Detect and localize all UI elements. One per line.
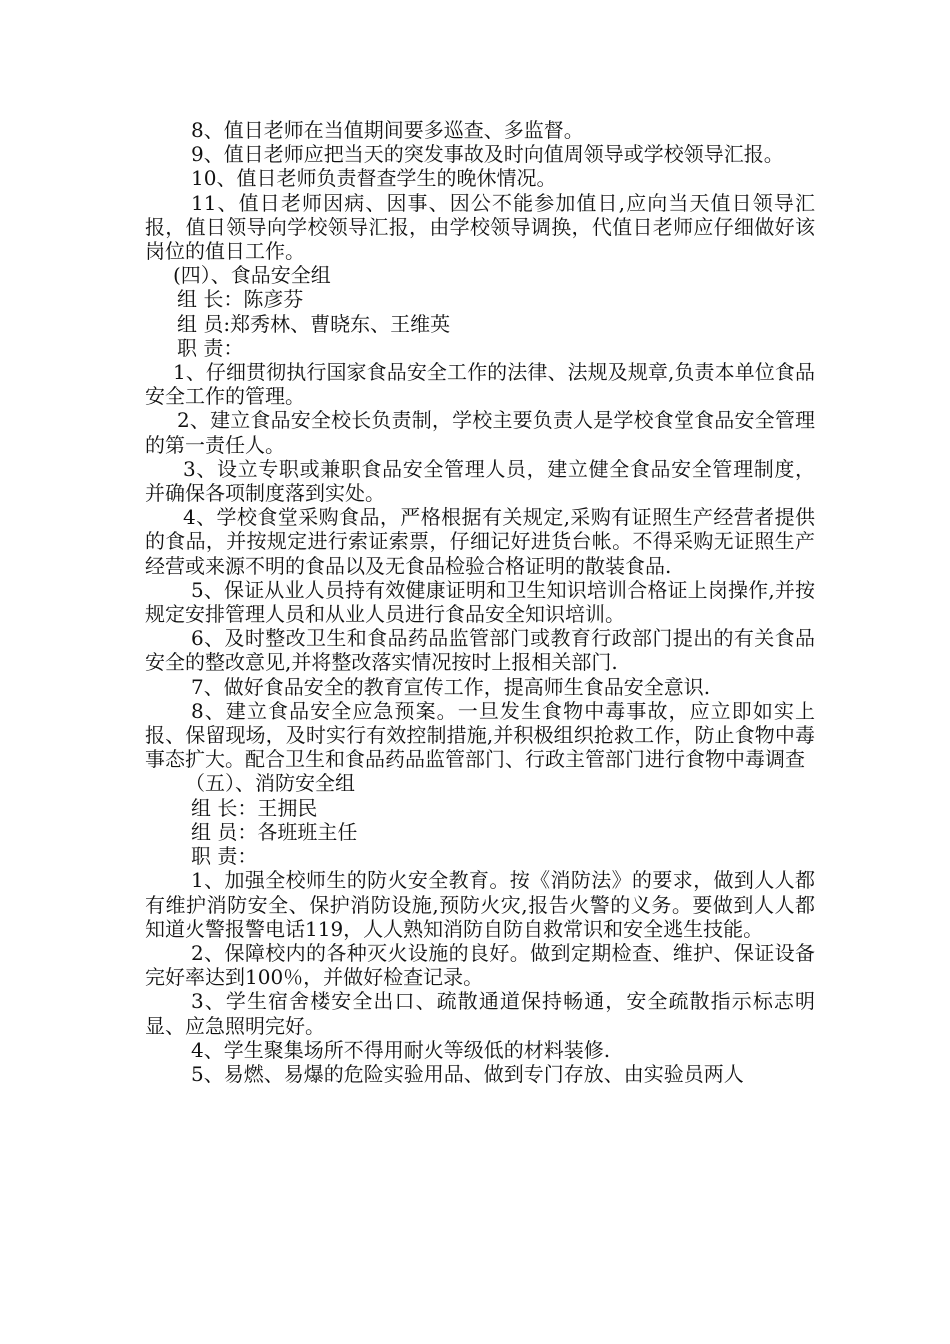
- paragraph: 组 长：王拥民: [191, 795, 318, 820]
- paragraph: 3、学生宿舍楼安全出口、疏散通道保持畅通，安全疏散指示标志明显、应急照明完好。: [145, 989, 815, 1038]
- paragraph: 组 长：陈彦芬: [177, 287, 304, 312]
- paragraph: 4、学生聚集场所不得用耐火等级低的材料装修.: [191, 1037, 611, 1062]
- paragraph: 1、加强全校师生的防火安全教育。按《消防法》的要求，做到人人都有维护消防安全、保护消防设施,预防火灾,报告火警的义务。要做到人人都知道火警报警电话119，人人熟知消防自防自救常识和安全逃生技能。: [145, 868, 815, 941]
- paragraph: 2、建立食品安全校长负责制，学校主要负责人是学校食堂食品安全管理的第一责任人。: [145, 408, 815, 457]
- paragraph: 组 员：各班班主任: [191, 819, 358, 844]
- paragraph: 8、值日老师在当值期间要多巡查、多监督。: [191, 118, 584, 142]
- paragraph: 1、仔细贯彻执行国家食品安全工作的法律、法规及规章,负责本单位食品安全工作的管理。: [145, 360, 815, 409]
- section-heading: （五）、消防安全组: [185, 771, 355, 796]
- section-heading: (四）、食品安全组: [173, 263, 331, 288]
- paragraph: 2、保障校内的各种灭火设施的良好。做到定期检查、维护、保证设备完好率达到100％，并做好检查记录。: [145, 940, 815, 990]
- paragraph: 组 员:郑秀林、曹晓东、王维英: [177, 311, 451, 336]
- paragraph: 8、建立食品安全应急预案。一旦发生食物中毒事故，应立即如实上报、保留现场，及时实行有效控制措施,并积极组织抢救工作，防止食物中毒事态扩大。配合卫生和食品药品监管部门、行政主管部门进行食物中毒调查: [145, 698, 815, 772]
- paragraph: 5、保证从业人员持有效健康证明和卫生知识培训合格证上岗操作,并按规定安排管理人员和从业人员进行食品安全知识培训。: [145, 577, 815, 627]
- paragraph: 7、做好食品安全的教育宣传工作，提高师生食品安全意识.: [191, 674, 711, 699]
- document-page: [145, 118, 815, 1086]
- paragraph: 4、学校食堂采购食品，严格根据有关规定,采购有证照生产经营者提供的食品，并按规定进行索证索票，仔细记好进货台帐。不得采购无证照生产经营或来源不明的食品以及无食品检验合格证明的散装食品.: [145, 505, 815, 578]
- paragraph: 10、值日老师负责督查学生的晚休情况。: [191, 166, 557, 191]
- paragraph: 9、值日老师应把当天的突发事故及时向值周领导或学校领导汇报。: [191, 142, 784, 167]
- paragraph: 职 责：: [177, 335, 244, 360]
- paragraph: 职 责：: [191, 844, 258, 869]
- paragraph: 5、易燃、易爆的危险实验用品、做到专门存放、由实验员两人: [191, 1061, 744, 1086]
- paragraph: 6、及时整改卫生和食品药品监管部门或教育行政部门提出的有关食品安全的整改意见,并将整改落实情况按时上报相关部门.: [145, 626, 815, 675]
- paragraph: 3、设立专职或兼职食品安全管理人员，建立健全食品安全管理制度，并确保各项制度落到实处。: [145, 456, 815, 506]
- paragraph: 11、值日老师因病、因事、因公不能参加值日,应向当天值日领导汇报，值日领导向学校领导汇报，由学校领导调换，代值日老师应仔细做好该岗位的值日工作。: [145, 190, 815, 264]
